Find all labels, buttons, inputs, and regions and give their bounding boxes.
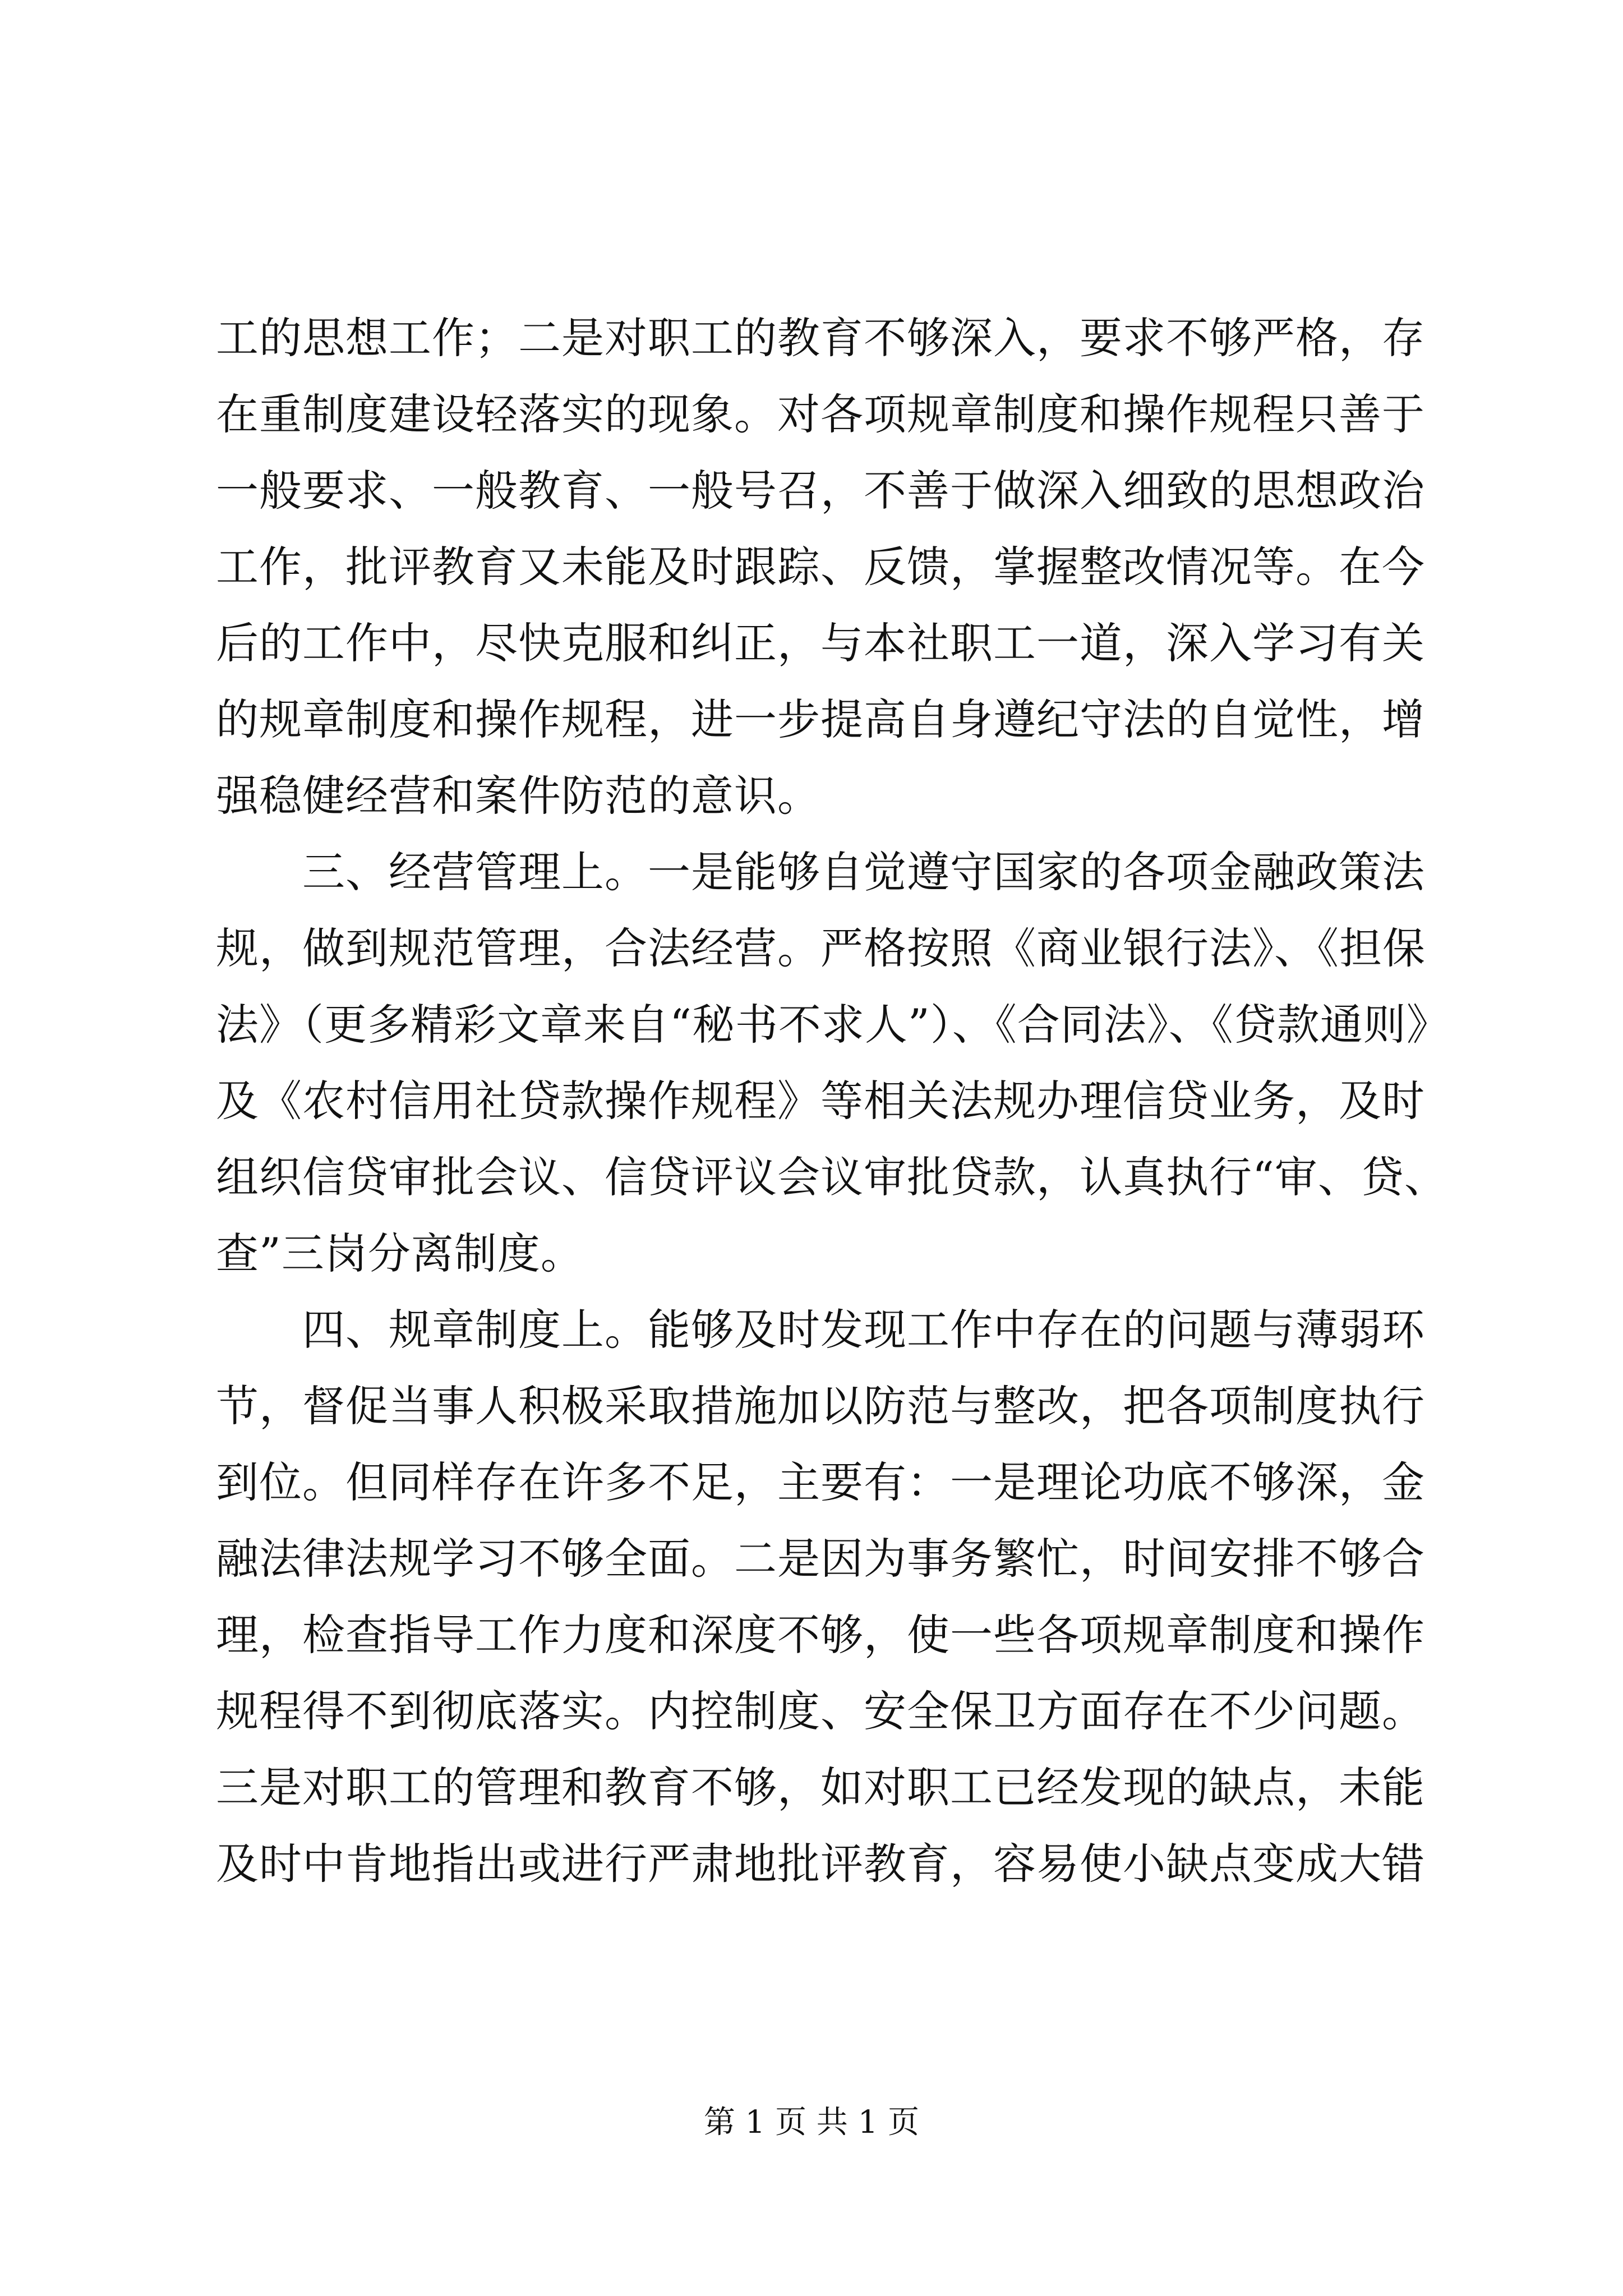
text-line: 理，检查指导工作力度和深度不够，使一些各项规章制度和操作 [216, 1610, 1425, 1660]
page-footer: 第 1 页 共 1 页 [703, 2104, 920, 2141]
text-line: 一般要求、一般教育、一般号召，不善于做深入细致的思想政治 [216, 466, 1425, 516]
text-line: 节，督促当事人积极采取措施加以防范与整改，把各项制度执行 [216, 1381, 1425, 1431]
text-line: 及时中肯地指出或进行严肃地批评教育，容易使小缺点变成大错 [216, 1839, 1425, 1889]
text-line: 融法律法规学习不够全面。二是因为事务繁忙，时间安排不够合 [216, 1534, 1425, 1584]
body-text [216, 300, 1450, 1902]
text-line: 组织信贷审批会议、信贷评议会议审批贷款，认真执行“审、贷、 [216, 1152, 1447, 1202]
text-line: 规程得不到彻底落实。内控制度、安全保卫方面存在不少问题。 [216, 1686, 1425, 1736]
text-line: 后的工作中，尽快克服和纠正，与本社职工一道，深入学习有关 [216, 618, 1425, 668]
text-line: 及《农村信用社贷款操作规程》等相关法规办理信贷业务，及时 [216, 1076, 1425, 1126]
text-line: 到位。但同样存在许多不足，主要有：一是理论功底不够深，金 [216, 1457, 1425, 1507]
text-line: 工作，批评教育又未能及时跟踪、反馈，掌握整改情况等。在今 [216, 542, 1425, 592]
text-line: 在重制度建设轻落实的现象。对各项规章制度和操作规程只善于 [216, 389, 1425, 439]
text-line: 强稳健经营和案件防范的意识。 [216, 771, 820, 821]
text-line: 三、经营管理上。一是能够自觉遵守国家的各项金融政策法 [216, 847, 1425, 897]
text-line: 三是对职工的管理和教育不够，如对职工已经发现的缺点，未能 [216, 1763, 1425, 1812]
text-line: 法》（更多精彩文章来自“秘书不求人”）、《合同法》、《贷款通则》 [216, 1000, 1450, 1050]
text-line: 四、规章制度上。能够及时发现工作中存在的问题与薄弱环 [216, 1305, 1425, 1355]
text-line: 查”三岗分离制度。 [216, 1228, 584, 1278]
text-line: 规，做到规范管理，合法经营。严格按照《商业银行法》、《担保 [216, 923, 1426, 973]
text-line: 的规章制度和操作规程，进一步提高自身遵纪守法的自觉性，增 [216, 694, 1425, 744]
text-line: 工的思想工作；二是对职工的教育不够深入，要求不够严格，存 [216, 313, 1425, 363]
